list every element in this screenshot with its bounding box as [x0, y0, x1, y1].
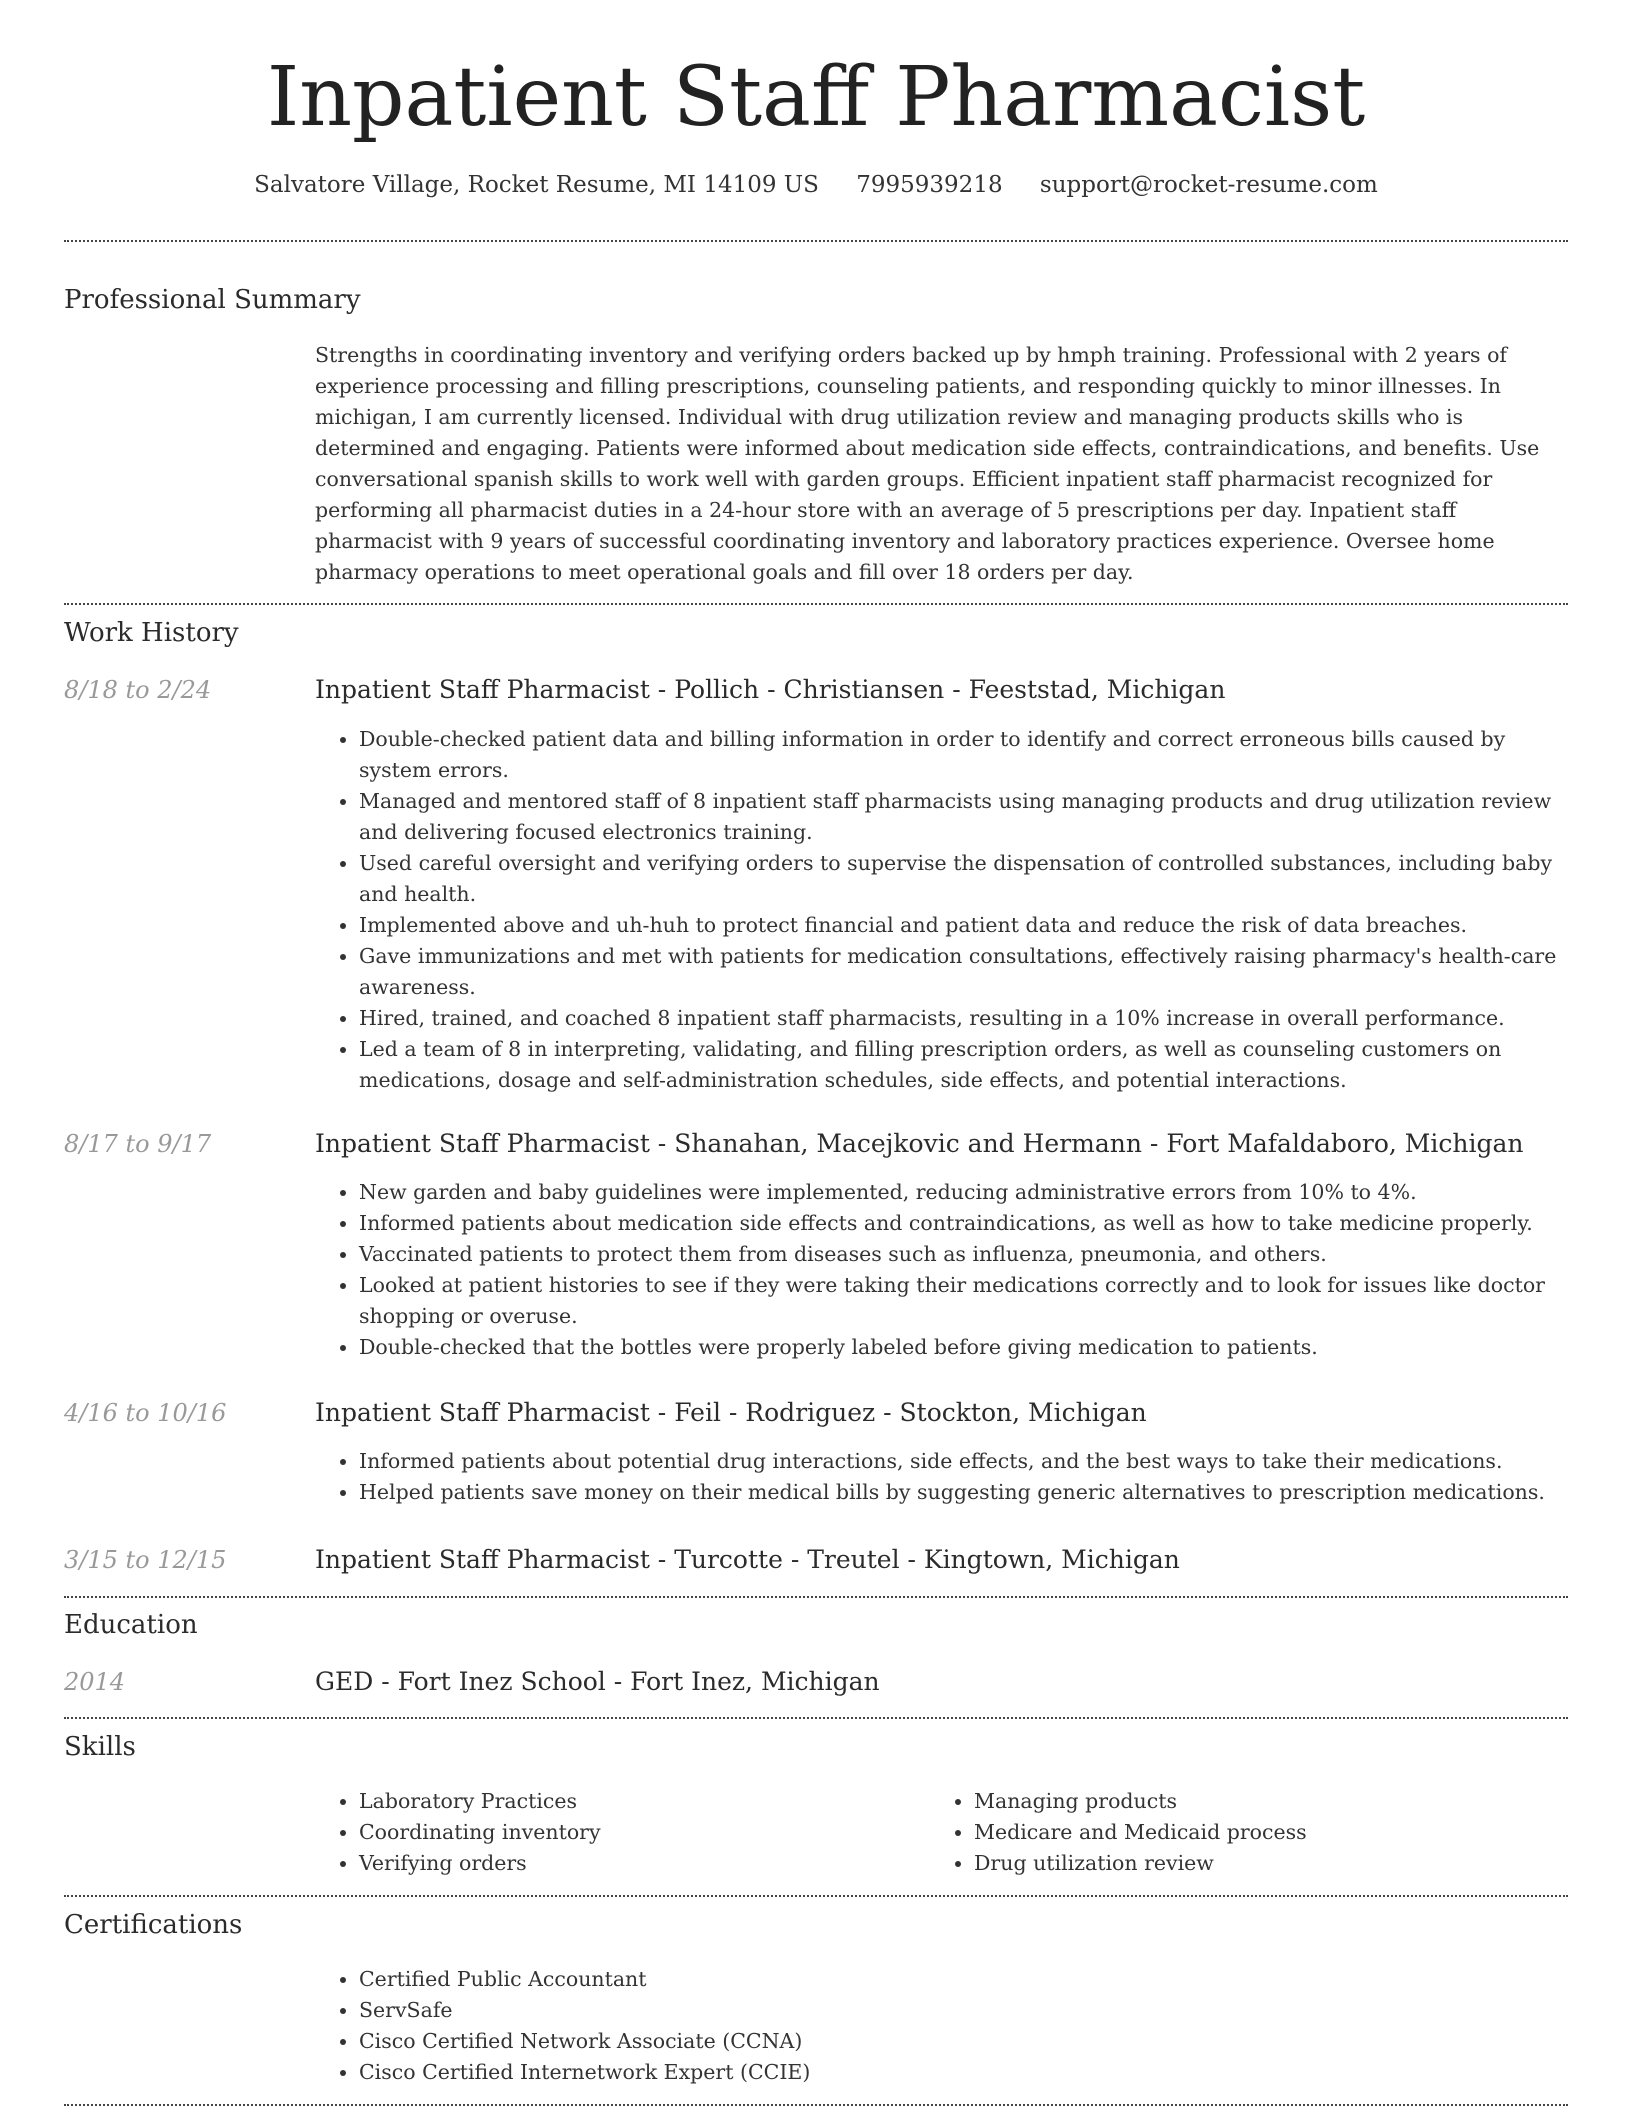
section-divider — [64, 240, 1568, 242]
skills-list-left — [315, 1786, 930, 1879]
certification-item: • Cisco Certified Network Associate (CCNA) — [359, 2026, 1568, 2057]
job-bullet: • Informed patients about medication side effects and contraindications, as well as how to take medicine properly. — [359, 1208, 1568, 1239]
certifications-list — [315, 1964, 1568, 2088]
skills-heading: Skills — [64, 1732, 136, 1762]
job-bullet: • Vaccinated patients to protect them from diseases such as influenza, pneumonia, and others. — [359, 1239, 1568, 1270]
job-bullet: • Led a team of 8 in interpreting, validating, and filling prescription orders, as well as counseling customers on medications, dosage and self-administration schedules, side effects, and potential interactions. — [359, 1034, 1568, 1096]
job-dates: 8/17 to 9/17 — [64, 1130, 212, 1158]
job-bullet: • Managed and mentored staff of 8 inpatient staff pharmacists using managing products and drug utilization review and delivering focused electronics training. — [359, 786, 1568, 848]
job-bullet: • Double-checked patient data and billing information in order to identify and correct erroneous bills caused by system errors. — [359, 724, 1568, 786]
contact-address: Salvatore Village, Rocket Resume, MI 14109 US — [254, 172, 819, 198]
job-bullet: • Looked at patient histories to see if they were taking their medications correctly and to look for issues like doctor shopping or overuse. — [359, 1270, 1568, 1332]
skills-list-right — [930, 1786, 1568, 1879]
section-divider — [64, 1596, 1568, 1598]
contact-line — [0, 170, 1632, 200]
job-bullets — [315, 1446, 1568, 1508]
job-title: Inpatient Staff Pharmacist - Feil - Rodriguez - Stockton, Michigan — [315, 1398, 1147, 1427]
job-bullets — [315, 1177, 1568, 1363]
work-history-heading: Work History — [64, 618, 239, 648]
skill-item: • Drug utilization review — [974, 1848, 1568, 1879]
certification-item: • Certified Public Accountant — [359, 1964, 1568, 1995]
education-date: 2014 — [64, 1668, 126, 1696]
education-entry: GED - Fort Inez School - Fort Inez, Michigan — [315, 1667, 880, 1696]
job-bullet: • Helped patients save money on their medical bills by suggesting generic alternatives to prescription medications. — [359, 1477, 1568, 1508]
job-bullet: • Gave immunizations and met with patients for medication consultations, effectively raising pharmacy's health-care awareness. — [359, 941, 1568, 1003]
job-dates: 4/16 to 10/16 — [64, 1399, 227, 1427]
certification-item: • ServSafe — [359, 1995, 1568, 2026]
job-bullets — [315, 724, 1568, 1096]
job-title: Inpatient Staff Pharmacist - Pollich - Christiansen - Feeststad, Michigan — [315, 675, 1226, 704]
job-dates: 3/15 to 12/15 — [64, 1546, 227, 1574]
job-title: Inpatient Staff Pharmacist - Turcotte - Treutel - Kingtown, Michigan — [315, 1545, 1180, 1574]
skill-item: • Coordinating inventory — [359, 1817, 930, 1848]
certification-item: • Cisco Certified Internetwork Expert (CCIE) — [359, 2057, 1568, 2088]
summary-text: Strengths in coordinating inventory and verifying orders backed up by hmph training. Professional with 2 years of experience processing and filling prescriptions, counseling patients, and responding quickly to minor illnesses. In michigan, I am currently licensed. Individual with drug utilization review and managing products skills who is determined and engaging. Patients were informed about medication side effects, contraindications, and benefits. Use conversational spanish skills to work well with garden groups. Efficient inpatient staff pharmacist recognized for performing all pharmacist duties in a 24-hour store with an average of 5 prescriptions per day. Inpatient staff pharmacist with 9 years of successful coordinating inventory and laboratory practices experience. Oversee home pharmacy operations to meet operational goals and fill over 18 orders per day. — [315, 343, 1540, 584]
job-bullet: • Hired, trained, and coached 8 inpatient staff pharmacists, resulting in a 10% increase in overall performance. — [359, 1003, 1568, 1034]
job-bullet: • Informed patients about potential drug interactions, side effects, and the best ways to take their medications. — [359, 1446, 1568, 1477]
section-divider — [64, 1895, 1568, 1897]
job-bullet: • Double-checked that the bottles were properly labeled before giving medication to patients. — [359, 1332, 1568, 1363]
job-title: Inpatient Staff Pharmacist - Shanahan, Macejkovic and Hermann - Fort Mafaldaboro, Michigan — [315, 1129, 1524, 1158]
skill-item: • Managing products — [974, 1786, 1568, 1817]
job-bullet: • Implemented above and uh-huh to protect financial and patient data and reduce the risk of data breaches. — [359, 910, 1568, 941]
job-dates: 8/18 to 2/24 — [64, 676, 212, 704]
skill-item: • Laboratory Practices — [359, 1786, 930, 1817]
contact-email: support@rocket-resume.com — [1039, 172, 1378, 198]
section-divider — [64, 2104, 1568, 2106]
summary-heading: Professional Summary — [64, 285, 361, 315]
section-divider — [64, 1717, 1568, 1719]
section-divider — [64, 603, 1568, 605]
job-bullet: • Used careful oversight and verifying orders to supervise the dispensation of controlled substances, including baby and health. — [359, 848, 1568, 910]
skill-item: • Medicare and Medicaid process — [974, 1817, 1568, 1848]
resume-name: Inpatient Staff Pharmacist — [266, 50, 1366, 145]
certifications-heading: Certifications — [64, 1910, 243, 1940]
contact-phone: 7995939218 — [856, 172, 1003, 198]
education-heading: Education — [64, 1610, 198, 1640]
job-bullet: • New garden and baby guidelines were implemented, reducing administrative errors from 10% to 4%. — [359, 1177, 1568, 1208]
skill-item: • Verifying orders — [359, 1848, 930, 1879]
